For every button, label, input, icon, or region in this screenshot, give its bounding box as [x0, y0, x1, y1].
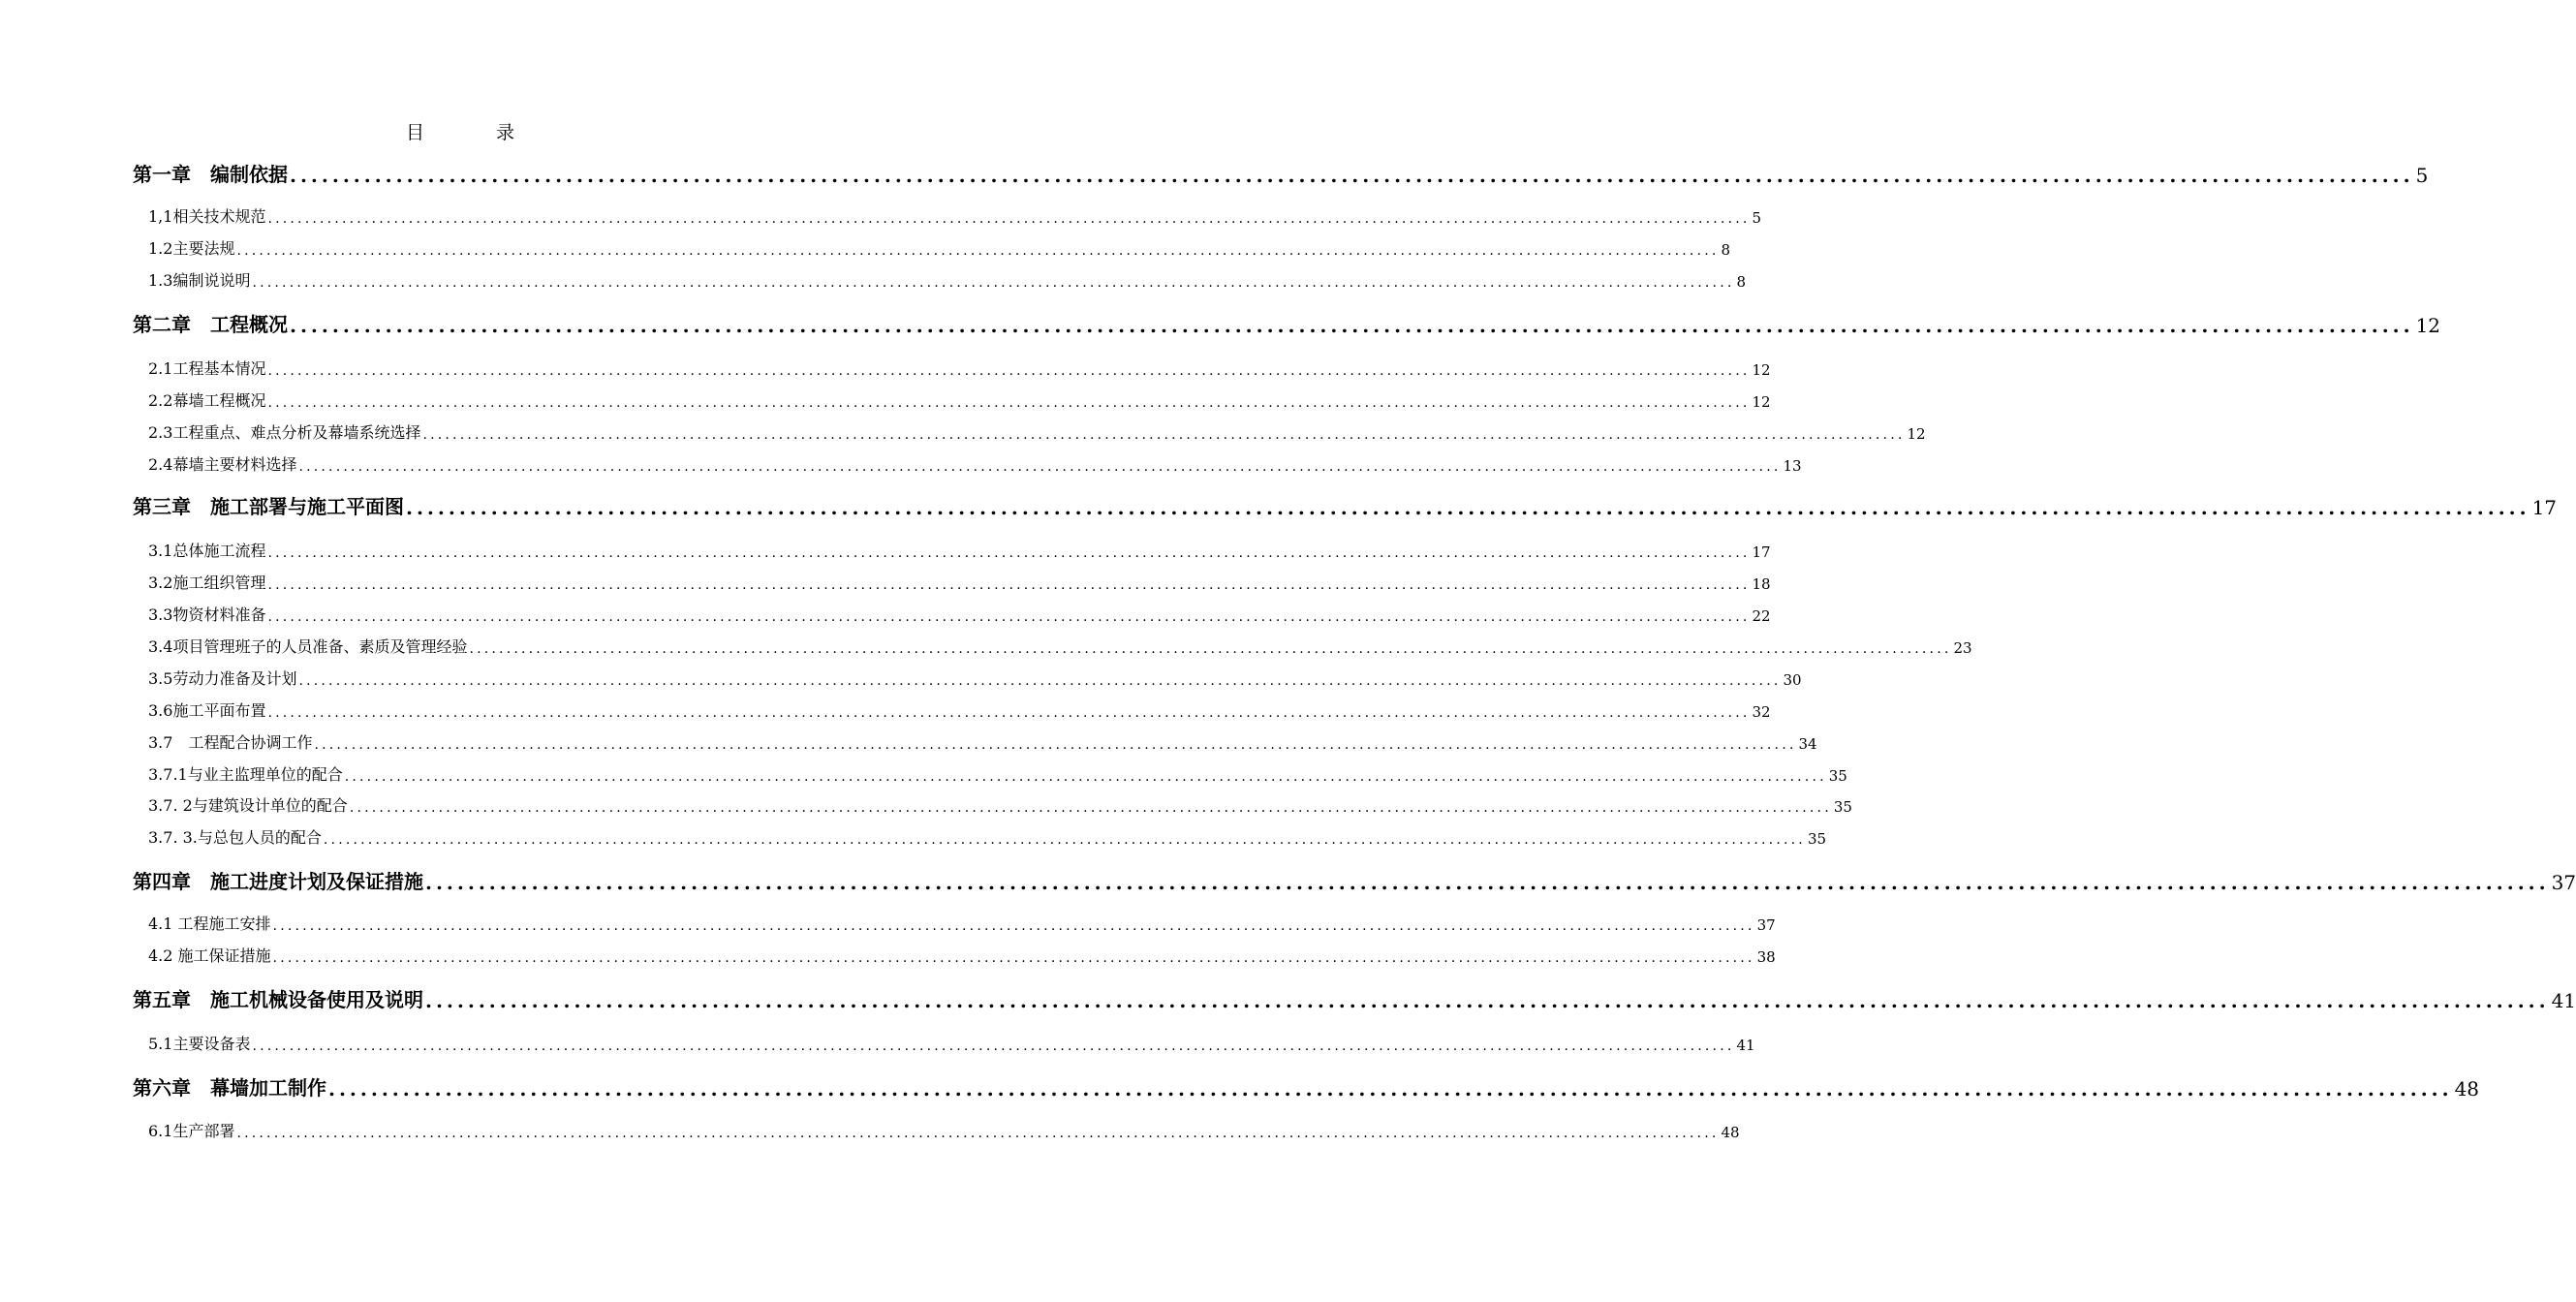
- toc-title-char-1: 目: [405, 122, 424, 143]
- toc-entry-label: 3.7.1与业主监理单位的配合: [148, 765, 343, 784]
- toc-leader-dots: ........................................................................................................................................................................................................: [267, 545, 1751, 561]
- toc-section-entry[interactable]: [148, 1033, 1755, 1054]
- toc-entry-page: 23: [1953, 639, 1972, 657]
- toc-leader-dots: ........................................................................................................................................................................................................: [267, 577, 1751, 593]
- toc-entry-page: 22: [1752, 607, 1771, 625]
- toc-entry-page: 35: [1828, 767, 1847, 785]
- toc-section-entry[interactable]: [148, 604, 1771, 625]
- toc-section-entry[interactable]: [148, 389, 1771, 411]
- toc-entry-label: 3.7. 3.与总包人员的配合: [148, 828, 322, 847]
- toc-entry-label: 5.1主要设备表: [148, 1035, 251, 1053]
- toc-entry-page: 17: [2531, 496, 2558, 519]
- toc-entry-page: 8: [1736, 273, 1747, 291]
- toc-leader-dots: ........................................................................................................................................................................................................: [323, 832, 1806, 848]
- toc-entry-label: 3.6施工平面布置: [148, 701, 266, 720]
- toc-entry-page: 5: [2415, 164, 2429, 187]
- toc-entry-page: 41: [1736, 1037, 1755, 1054]
- toc-entry-label: 6.1生产部署: [148, 1122, 235, 1140]
- toc-section-entry[interactable]: [148, 205, 1762, 227]
- toc-leader-dots: ........................................................................................................................................................................................................: [298, 673, 1782, 689]
- toc-entry-page: 12: [1752, 361, 1771, 379]
- toc-entry-label: 第二章 工程概况: [133, 313, 288, 336]
- toc-entry-label: 第一章 编制依据: [133, 163, 288, 186]
- toc-entry-label: 第三章 施工部署与施工平面图: [133, 495, 404, 518]
- toc-entry-label: 3.4项目管理班子的人员准备、素质及管理经验: [148, 637, 468, 656]
- toc-section-entry[interactable]: [148, 636, 1972, 657]
- toc-leader-dots: ........................................................................................................................................................................................................: [267, 363, 1751, 379]
- toc-entry-page: 41: [2551, 989, 2576, 1012]
- toc-chapter-entry[interactable]: [133, 492, 2558, 519]
- toc-leader-dots: ........................................................................................................................................................................................................: [425, 989, 2550, 1012]
- toc-entry-label: 3.2施工组织管理: [148, 574, 266, 592]
- toc-entry-label: 2.3工程重点、难点分析及幕墙系统选择: [148, 423, 421, 442]
- toc-entry-page: 35: [1833, 798, 1852, 816]
- toc-chapter-entry[interactable]: [133, 310, 2441, 337]
- toc-leader-dots: ........................................................................................................................................................................................................: [314, 737, 1797, 753]
- toc-title-char-2: 录: [496, 122, 515, 143]
- toc-entry-label: 3.7. 2与建筑设计单位的配合: [148, 796, 348, 815]
- toc-section-entry[interactable]: [148, 237, 1731, 259]
- toc-section-entry[interactable]: [148, 731, 1817, 753]
- toc-leader-dots: ........................................................................................................................................................................................................: [344, 769, 1827, 785]
- toc-section-entry[interactable]: [148, 1120, 1740, 1141]
- toc-leader-dots: ........................................................................................................................................................................................................: [328, 1077, 2453, 1100]
- toc-entry-label: 3.7 工程配合协调工作: [148, 733, 313, 752]
- toc-chapter-entry[interactable]: [133, 1073, 2480, 1100]
- toc-section-entry[interactable]: [148, 357, 1771, 379]
- toc-entry-label: 1,1相关技术规范: [148, 207, 266, 226]
- toc-leader-dots: ........................................................................................................................................................................................................: [298, 459, 1782, 475]
- toc-entry-page: 37: [2551, 871, 2576, 894]
- toc-leader-dots: ........................................................................................................................................................................................................: [267, 211, 1751, 227]
- toc-entry-page: 17: [1752, 543, 1771, 561]
- toc-entry-page: 35: [1807, 830, 1827, 848]
- toc-entry-page: 32: [1752, 703, 1771, 721]
- toc-entry-page: 8: [1721, 241, 1731, 259]
- toc-section-entry[interactable]: [148, 269, 1747, 291]
- toc-entry-label: 3.1总体施工流程: [148, 542, 266, 560]
- toc-leader-dots: ........................................................................................................................................................................................................: [349, 800, 1832, 816]
- toc-entry-label: 第四章 施工进度计划及保证措施: [133, 870, 423, 893]
- toc-entry-page: 5: [1752, 209, 1762, 227]
- toc-section-entry[interactable]: [148, 794, 1852, 816]
- toc-section-entry[interactable]: [148, 826, 1827, 848]
- toc-entry-page: 37: [1756, 916, 1776, 934]
- toc-leader-dots: ........................................................................................................................................................................................................: [267, 395, 1751, 411]
- toc-leader-dots: ........................................................................................................................................................................................................: [425, 871, 2550, 894]
- toc-entry-page: 48: [2454, 1077, 2480, 1100]
- toc-entry-page: 18: [1752, 575, 1771, 593]
- toc-entry-page: 12: [2415, 314, 2441, 337]
- toc-entry-label: 4.1 工程施工安排: [148, 914, 271, 933]
- toc-entry-label: 3.3物资材料准备: [148, 605, 266, 624]
- toc-entry-page: 38: [1756, 948, 1776, 966]
- toc-title: [0, 118, 920, 144]
- toc-entry-label: 第五章 施工机械设备使用及说明: [133, 988, 423, 1011]
- toc-entry-label: 2.4幕墙主要材料选择: [148, 455, 297, 474]
- toc-section-entry[interactable]: [148, 540, 1771, 561]
- toc-leader-dots: ........................................................................................................................................................................................................: [236, 243, 1720, 259]
- toc-entry-page: 34: [1798, 735, 1817, 753]
- toc-section-entry[interactable]: [148, 667, 1802, 689]
- toc-section-entry[interactable]: [148, 572, 1771, 593]
- toc-entry-label: 3.5劳动力准备及计划: [148, 669, 297, 688]
- toc-entry-page: 48: [1721, 1124, 1740, 1141]
- toc-leader-dots: ........................................................................................................................................................................................................: [290, 314, 2414, 337]
- toc-chapter-entry[interactable]: [133, 160, 2429, 187]
- toc-section-entry[interactable]: [148, 763, 1847, 785]
- toc-leader-dots: ........................................................................................................................................................................................................: [406, 496, 2530, 519]
- toc-entry-label: 第六章 幕墙加工制作: [133, 1076, 326, 1100]
- toc-entry-page: 30: [1783, 671, 1802, 689]
- toc-entry-label: 1.2主要法规: [148, 239, 235, 258]
- toc-entry-label: 2.2幕墙工程概况: [148, 391, 266, 410]
- toc-entry-label: 4.2 施工保证措施: [148, 946, 271, 965]
- toc-entry-page: 13: [1783, 457, 1802, 475]
- toc-section-entry[interactable]: [148, 913, 1776, 934]
- toc-entry-label: 2.1工程基本情况: [148, 359, 266, 378]
- toc-leader-dots: ........................................................................................................................................................................................................: [272, 950, 1755, 966]
- toc-leader-dots: ........................................................................................................................................................................................................: [469, 641, 1952, 657]
- toc-leader-dots: ........................................................................................................................................................................................................: [252, 275, 1735, 291]
- toc-chapter-entry[interactable]: [133, 867, 2576, 894]
- toc-entry-page: 12: [1907, 425, 1926, 443]
- toc-leader-dots: ........................................................................................................................................................................................................: [267, 609, 1751, 625]
- toc-section-entry[interactable]: [148, 453, 1802, 475]
- toc-section-entry[interactable]: [148, 421, 1926, 443]
- toc-entry-label: 1.3编制说说明: [148, 271, 251, 290]
- toc-leader-dots: ........................................................................................................................................................................................................: [290, 164, 2414, 187]
- toc-leader-dots: ........................................................................................................................................................................................................: [272, 918, 1755, 934]
- toc-leader-dots: ........................................................................................................................................................................................................: [252, 1038, 1735, 1054]
- toc-leader-dots: ........................................................................................................................................................................................................: [236, 1126, 1720, 1141]
- toc-section-entry[interactable]: [148, 699, 1771, 721]
- toc-entry-page: 12: [1752, 393, 1771, 411]
- toc-leader-dots: ........................................................................................................................................................................................................: [422, 427, 1906, 443]
- toc-leader-dots: ........................................................................................................................................................................................................: [267, 705, 1751, 721]
- toc-chapter-entry[interactable]: [133, 985, 2576, 1012]
- toc-section-entry[interactable]: [148, 945, 1776, 966]
